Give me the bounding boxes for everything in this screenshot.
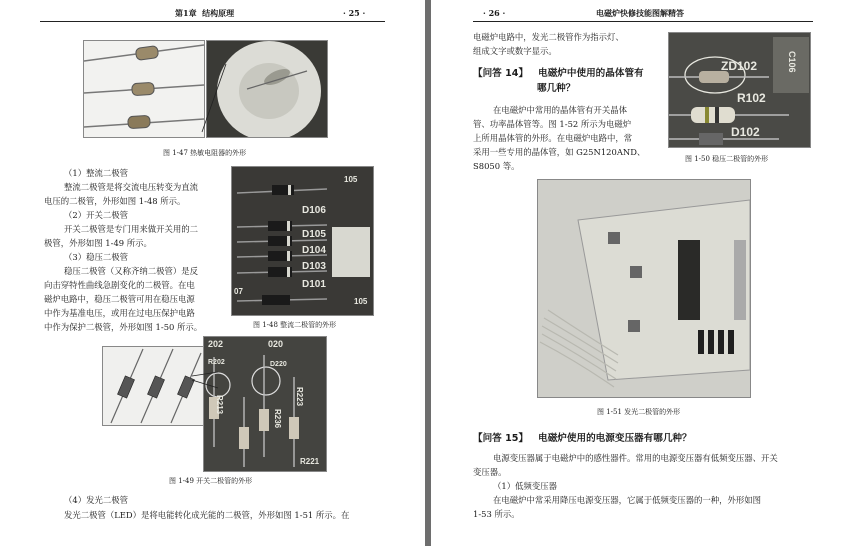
fig-1-49-caption: 图 1-49 开关二极管的外形 (169, 477, 253, 485)
fig-1-49-label-202: 202 (208, 339, 224, 349)
fig-1-50-caption: 图 1-50 稳压二极管的外形 (685, 155, 769, 163)
q14-body-line-1: 在电磁炉中常用的晶体管有开关晶体 (493, 105, 627, 115)
fig-1-48-label-d104: D104 (302, 245, 326, 256)
fig-1-49-label-r213: R213 (215, 395, 224, 415)
fig-1-49-switching-diode-drawing (102, 346, 204, 426)
right-page (431, 0, 855, 546)
zener-line-4: 中作为基准电压，或用在过电压保护电路 (44, 308, 195, 318)
fig-1-49-label-d220: D220 (270, 361, 287, 368)
q15-title (473, 431, 692, 446)
q15-body-line-5: 1-53 所示。 (473, 509, 520, 519)
switching-line-1: 开关二极管是专门用来做开关用的二 (64, 224, 198, 234)
switching-heading: （2）开关二极管 (64, 210, 128, 220)
fig-1-49-label-r236: R236 (273, 409, 282, 429)
fig-1-48-label-105a: 105 (344, 175, 358, 184)
q14-body-line-3: 上所用晶体管的外形。在电磁炉电路中，常 (473, 133, 633, 143)
q14-body-line-4: 采用一些专用的晶体管，如 G25N120AND、 (473, 147, 646, 157)
left-header-rule (40, 21, 385, 22)
fig-1-50-zener-diode-photo (668, 32, 811, 148)
q15-title-text: 电磁炉使用的电源变压器有哪几种？ (538, 433, 692, 444)
right-page-number: · 26 · (483, 8, 506, 18)
fig-1-49-label-020: 020 (268, 339, 284, 349)
intro-line-2: 组成文字或数字显示。 (473, 46, 557, 56)
q14-title-line-2: 哪几种？ (537, 83, 576, 94)
rectifier-line-1: 整流二极管是将交流电压转变为直流 (64, 182, 198, 192)
fig-1-48-rectifier-diode-photo (231, 166, 374, 316)
zener-line-5: 中作为保护二极管，外形如图 1-50 所示。 (44, 322, 203, 332)
right-header-title: 电磁炉快修技能图解精答 (596, 8, 684, 18)
fig-1-50-label-zd102: ZD102 (721, 59, 758, 73)
q14-title (473, 66, 644, 81)
fig-1-48-label-d105: D105 (302, 229, 326, 240)
fig-1-49-switching-diode-photo (203, 336, 327, 472)
q14-title-line-1: 电磁炉中使用的晶体管有 (538, 68, 644, 79)
q14-body-line-2: 管、功率晶体管等。图 1-52 所示为电磁炉 (473, 119, 632, 129)
q15-body-line-4: 在电磁炉中常采用降压电源变压器，它属于低频变压器的一种，外形如图 (493, 495, 761, 505)
q14-label: 【问答 14】 (473, 68, 529, 79)
fig-1-48-label-105b: 105 (354, 297, 368, 306)
led-heading: （4）发光二极管 (64, 495, 128, 505)
right-header-rule (473, 21, 813, 22)
fig-1-50-label-r102: R102 (737, 91, 766, 105)
fig-1-47-thermistor-drawing (83, 40, 205, 138)
left-page-number: · 25 · (343, 8, 366, 18)
fig-1-49-label-r202: R202 (208, 359, 225, 366)
fig-1-49-pointer-lines (190, 370, 220, 390)
q15-label: 【问答 15】 (473, 433, 529, 444)
q14-body-line-5: S8050 等。 (473, 161, 520, 171)
fig-1-47-caption: 图 1-47 热敏电阻器的外形 (163, 149, 247, 157)
fig-1-49-label-r221: R221 (300, 457, 320, 466)
led-line-1: 发光二极管（LED）是将电能转化成光能的二极管，外形如图 1-51 所示。在 (64, 510, 350, 520)
left-header-title: 结构原理 (202, 8, 235, 18)
q15-body-line-3: （1）低频变压器 (493, 481, 557, 491)
zener-heading: （3）稳压二极管 (64, 252, 128, 262)
q15-body-line-2: 变压器。 (473, 467, 507, 477)
fig-1-48-label-07: 07 (234, 287, 243, 296)
fig-1-50-label-d102: D102 (731, 125, 760, 139)
left-header-chapter: 第1章 结构原理 (175, 8, 235, 18)
zener-line-3: 磁炉电路中，稳压二极管可用在稳压电源 (44, 294, 195, 304)
fig-1-48-label-d103: D103 (302, 261, 326, 272)
q15-body-line-1: 电源变压器属于电磁炉中的感性器件。常用的电源变压器有低频变压器、开关 (493, 453, 778, 463)
fig-1-50-label-c106: C106 (787, 51, 797, 73)
fig-1-48-caption: 图 1-48 整流二极管的外形 (253, 321, 337, 329)
fig-1-51-caption: 图 1-51 发光二极管的外形 (597, 408, 681, 416)
switching-line-2: 极管，外形如图 1-49 所示。 (44, 238, 152, 248)
fig-1-48-label-d106: D106 (302, 205, 326, 216)
zener-line-2: 向击穿特性曲线急剧变化的二极管。在电 (44, 280, 195, 290)
fig-1-51-led-board-photo (537, 179, 751, 398)
zener-line-1: 稳压二极管（又称齐纳二极管）是反 (64, 266, 198, 276)
rectifier-line-2: 电压的二极管，外形如图 1-48 所示。 (44, 196, 186, 206)
left-page (0, 0, 425, 546)
fig-1-47-pointer-lines (198, 62, 228, 142)
rectifier-heading: （1）整流二极管 (64, 168, 128, 178)
fig-1-48-label-d101: D101 (302, 279, 326, 290)
intro-line-1: 电磁炉电路中，发光二极管作为指示灯、 (473, 32, 624, 42)
fig-1-49-label-r223: R223 (295, 387, 304, 407)
